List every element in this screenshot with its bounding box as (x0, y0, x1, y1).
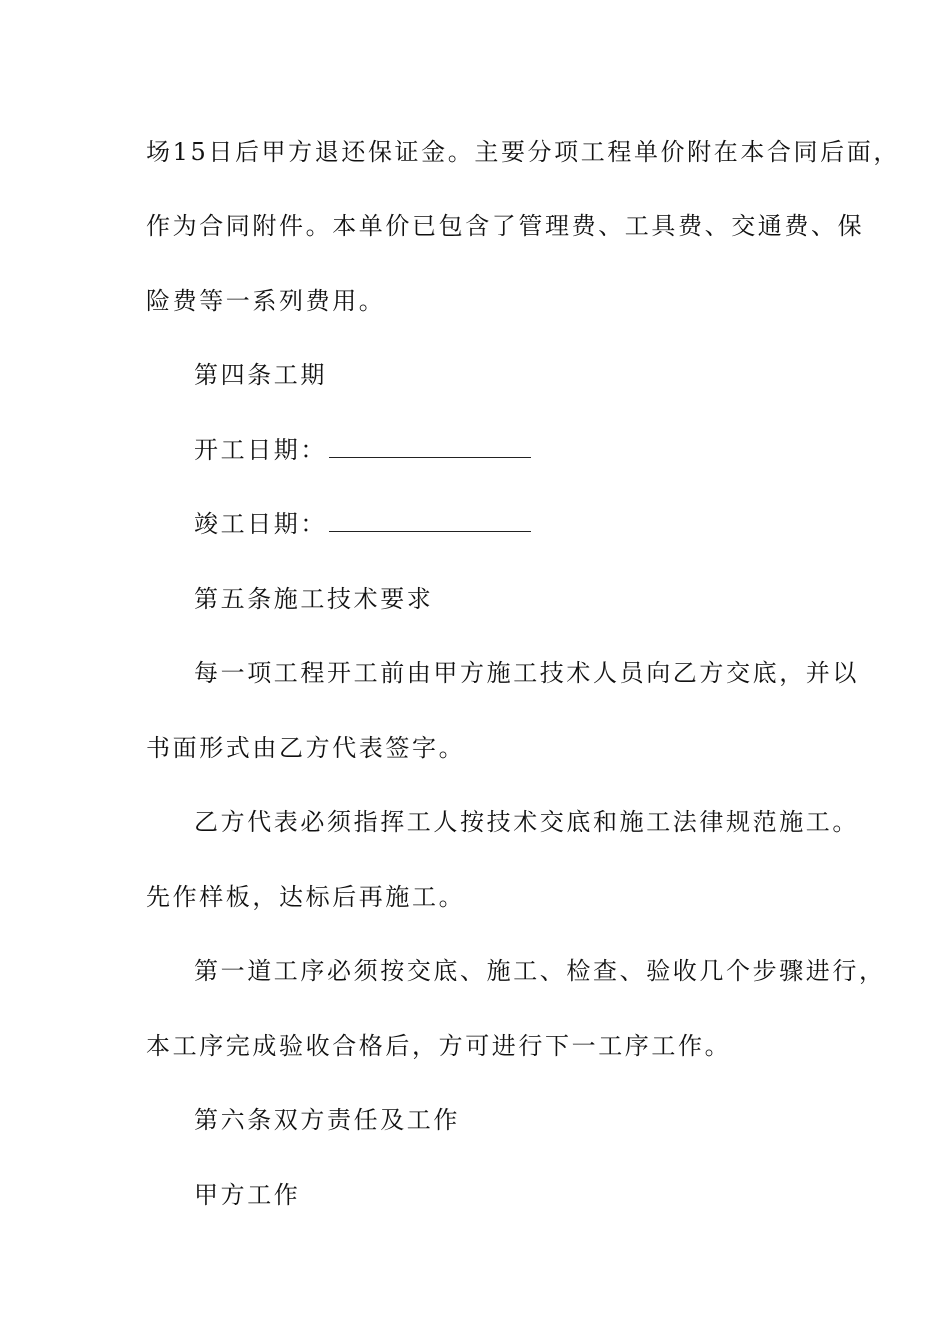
paragraph-line: 险费等一系列费用。 (146, 287, 386, 315)
paragraph-line: 本工序完成验收合格后，方可进行下一工序工作。 (146, 1032, 732, 1060)
subheading-party-a: 甲方工作 (194, 1181, 301, 1209)
paragraph-line: 每一项工程开工前由甲方施工技术人员向乙方交底，并以 (194, 659, 859, 687)
paragraph-line: 第一道工序必须按交底、施工、检查、验收几个步骤进行， (194, 957, 886, 985)
section-heading-5: 第五条施工技术要求 (194, 585, 434, 613)
end-date-label: 竣工日期： (194, 510, 327, 538)
paragraph-line: 书面形式由乙方代表签字。 (146, 734, 466, 762)
paragraph-line: 乙方代表必须指挥工人按技术交底和施工法律规范施工。 (194, 808, 859, 836)
section-heading-4: 第四条工期 (194, 361, 327, 389)
start-date-row (194, 434, 531, 466)
start-date-label: 开工日期： (194, 436, 327, 464)
end-date-blank (329, 509, 531, 532)
section-heading-6: 第六条双方责任及工作 (194, 1106, 460, 1134)
paragraph-line: 场15日后甲方退还保证金。主要分项工程单价附在本合同后面， (146, 138, 900, 166)
paragraph-line: 先作样板，达标后再施工。 (146, 883, 466, 911)
start-date-blank (329, 435, 531, 458)
paragraph-line: 作为合同附件。本单价已包含了管理费、工具费、交通费、保 (146, 212, 865, 240)
end-date-row (194, 508, 531, 540)
